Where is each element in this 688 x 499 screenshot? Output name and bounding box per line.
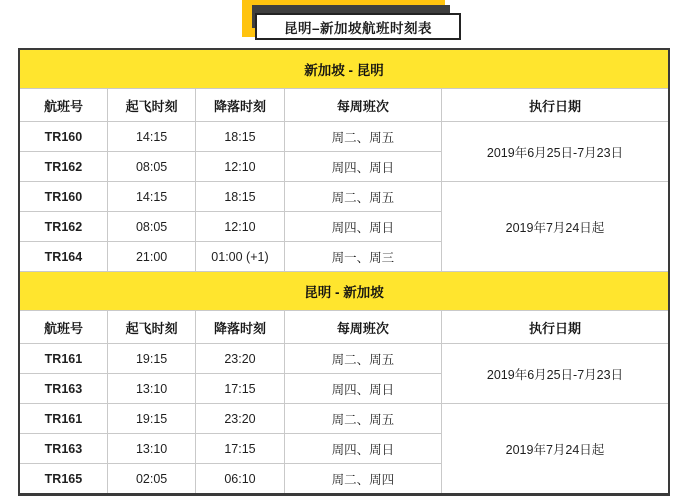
weekly-schedule-cell: 周四、周日 [284, 374, 441, 404]
column-header-arrival: 降落时刻 [196, 311, 284, 344]
arrival-time-cell: 12:10 [196, 212, 284, 242]
arrival-time-cell: 17:15 [196, 434, 284, 464]
departure-time-cell: 02:05 [107, 464, 195, 495]
table-row [19, 344, 669, 374]
weekly-schedule-cell: 周二、周五 [284, 344, 441, 374]
weekly-schedule-cell: 周二、周五 [284, 182, 441, 212]
column-header-arrival: 降落时刻 [196, 89, 284, 122]
column-header-dates: 执行日期 [441, 89, 669, 122]
weekly-schedule-cell: 周四、周日 [284, 212, 441, 242]
table-row [19, 404, 669, 434]
weekly-schedule-cell: 周二、周五 [284, 404, 441, 434]
column-header-weekly: 每周班次 [284, 311, 441, 344]
column-header-flight-no: 航班号 [19, 89, 107, 122]
column-header-departure: 起飞时刻 [107, 311, 195, 344]
flight-number-cell: TR161 [19, 344, 107, 374]
arrival-time-cell: 01:00 (+1) [196, 242, 284, 272]
weekly-schedule-cell: 周二、周五 [284, 122, 441, 152]
weekly-schedule-cell: 周二、周四 [284, 464, 441, 495]
weekly-schedule-cell: 周四、周日 [284, 434, 441, 464]
departure-time-cell: 19:15 [107, 344, 195, 374]
execution-date-cell: 2019年7月24日起 [441, 404, 669, 495]
section-header-sin-kmg: 新加坡 - 昆明 [19, 49, 669, 89]
arrival-time-cell: 12:10 [196, 152, 284, 182]
arrival-time-cell: 23:20 [196, 344, 284, 374]
page-title: 昆明–新加坡航班时刻表 [255, 13, 461, 40]
flight-number-cell: TR164 [19, 242, 107, 272]
table-row [19, 49, 669, 89]
departure-time-cell: 19:15 [107, 404, 195, 434]
flight-number-cell: TR162 [19, 212, 107, 242]
title-block [0, 0, 688, 46]
execution-date-cell: 2019年7月24日起 [441, 182, 669, 272]
departure-time-cell: 13:10 [107, 434, 195, 464]
flight-number-cell: TR165 [19, 464, 107, 495]
execution-date-cell: 2019年6月25日-7月23日 [441, 122, 669, 182]
table-row [19, 122, 669, 152]
departure-time-cell: 08:05 [107, 152, 195, 182]
departure-time-cell: 14:15 [107, 182, 195, 212]
flight-number-cell: TR163 [19, 374, 107, 404]
flight-number-cell: TR160 [19, 122, 107, 152]
flight-number-cell: TR160 [19, 182, 107, 212]
weekly-schedule-cell: 周四、周日 [284, 152, 441, 182]
arrival-time-cell: 18:15 [196, 182, 284, 212]
arrival-time-cell: 17:15 [196, 374, 284, 404]
table-row [19, 182, 669, 212]
flight-number-cell: TR161 [19, 404, 107, 434]
departure-time-cell: 08:05 [107, 212, 195, 242]
arrival-time-cell: 23:20 [196, 404, 284, 434]
flight-number-cell: TR162 [19, 152, 107, 182]
column-header-flight-no: 航班号 [19, 311, 107, 344]
table-row [19, 89, 669, 122]
table-row [19, 311, 669, 344]
section-header-kmg-sin: 昆明 - 新加坡 [19, 272, 669, 311]
departure-time-cell: 13:10 [107, 374, 195, 404]
weekly-schedule-cell: 周一、周三 [284, 242, 441, 272]
arrival-time-cell: 18:15 [196, 122, 284, 152]
flight-timetable [18, 48, 670, 496]
departure-time-cell: 21:00 [107, 242, 195, 272]
arrival-time-cell: 06:10 [196, 464, 284, 495]
execution-date-cell: 2019年6月25日-7月23日 [441, 344, 669, 404]
table-row [19, 272, 669, 311]
column-header-dates: 执行日期 [441, 311, 669, 344]
column-header-departure: 起飞时刻 [107, 89, 195, 122]
column-header-weekly: 每周班次 [284, 89, 441, 122]
flight-number-cell: TR163 [19, 434, 107, 464]
departure-time-cell: 14:15 [107, 122, 195, 152]
